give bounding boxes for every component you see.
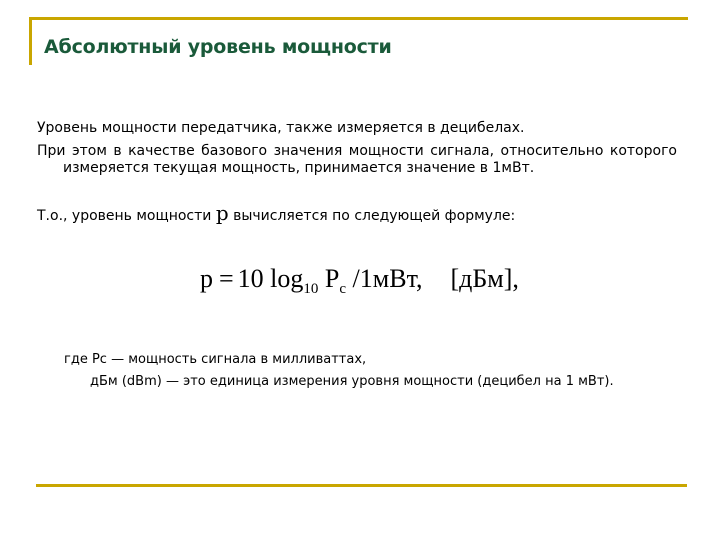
slide-title: Абсолютный уровень мощности [44, 36, 392, 58]
note-dbm-definition: дБм (dBm) — это единица измерения уровня мощности (децибел на 1 мВт). [90, 374, 614, 389]
paragraph-power-level: Уровень мощности передатчика, также измеряется в децибелах. [37, 120, 525, 136]
formula-variable: P [324, 264, 340, 293]
formula-coefficient: 10 [237, 264, 264, 293]
formula-intro-text-after: вычисляется по следующей формуле: [228, 208, 516, 224]
paragraph-base-value: При этом в качестве базового значения мощности сигнала, относительно которого измеряется текущая мощность, принимается значение в 1мВт. [37, 143, 677, 176]
power-symbol: р [215, 201, 229, 225]
formula-equals: = [219, 264, 234, 293]
formula-divisor: /1мВт, [352, 264, 423, 293]
decorative-vertical-line [29, 17, 32, 65]
formula-intro-text-before: Т.о., уровень мощности [37, 208, 216, 224]
decorative-bottom-line [36, 484, 687, 487]
note-pc-definition: где Рс — мощность сигнала в милливаттах, [64, 352, 367, 367]
power-formula [200, 264, 519, 298]
formula-log-base: 10 [303, 281, 319, 297]
formula-unit: [дБм], [450, 264, 519, 293]
formula-log: log [270, 264, 304, 293]
formula-lhs: р [200, 264, 213, 293]
paragraph-formula-intro [37, 201, 677, 225]
formula-variable-subscript: c [339, 281, 347, 297]
decorative-top-line [29, 17, 688, 20]
